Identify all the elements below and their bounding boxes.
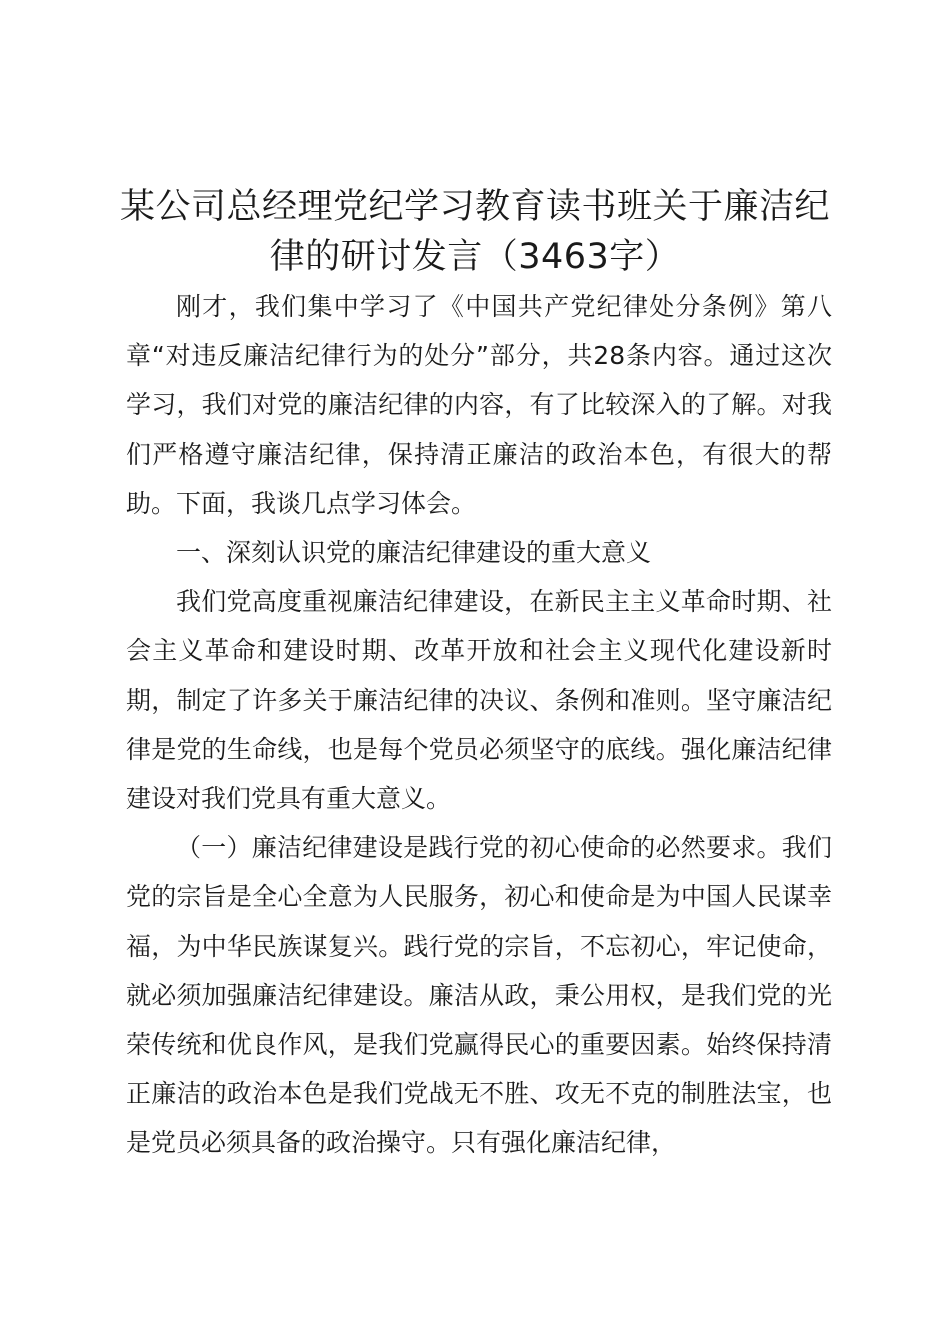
document-body	[126, 282, 832, 1168]
paragraph-intro: 刚才，我们集中学习了《中国共产党纪律处分条例》第八章“对违反廉洁纪律行为的处分”部分，共28条内容。通过这次学习，我们对党的廉洁纪律的内容，有了比较深入的了解。对我们严格遵守廉洁纪律，保持清正廉洁的政治本色，有很大的帮助。下面，我谈几点学习体会。	[126, 292, 832, 518]
document-title: 某公司总经理党纪学习教育读书班关于廉洁纪律的研讨发言（3463字）	[119, 187, 830, 277]
section-heading-1: 一、深刻认识党的廉洁纪律建设的重大意义	[176, 538, 652, 568]
paragraph-point-1: （一）廉洁纪律建设是践行党的初心使命的必然要求。我们党的宗旨是全心全意为人民服务，初心和使命是为中国人民谋幸福，为中华民族谋复兴。践行党的宗旨，不忘初心，牢记使命，就必须加强廉洁纪律建设。廉洁从政，秉公用权，是我们党的光荣传统和优良作风，是我们党赢得民心的重要因素。始终保持清正廉洁的政治本色是我们党战无不胜、攻无不克的制胜法宝，也是党员必须具备的政治操守。只有强化廉洁纪律，	[126, 833, 832, 1158]
paragraph-significance: 我们党高度重视廉洁纪律建设，在新民主主义革命时期、社会主义革命和建设时期、改革开放和社会主义现代化建设新时期，制定了许多关于廉洁纪律的决议、条例和准则。坚守廉洁纪律是党的生命线，也是每个党员必须坚守的底线。强化廉洁纪律建设对我们党具有重大意义。	[126, 587, 832, 814]
